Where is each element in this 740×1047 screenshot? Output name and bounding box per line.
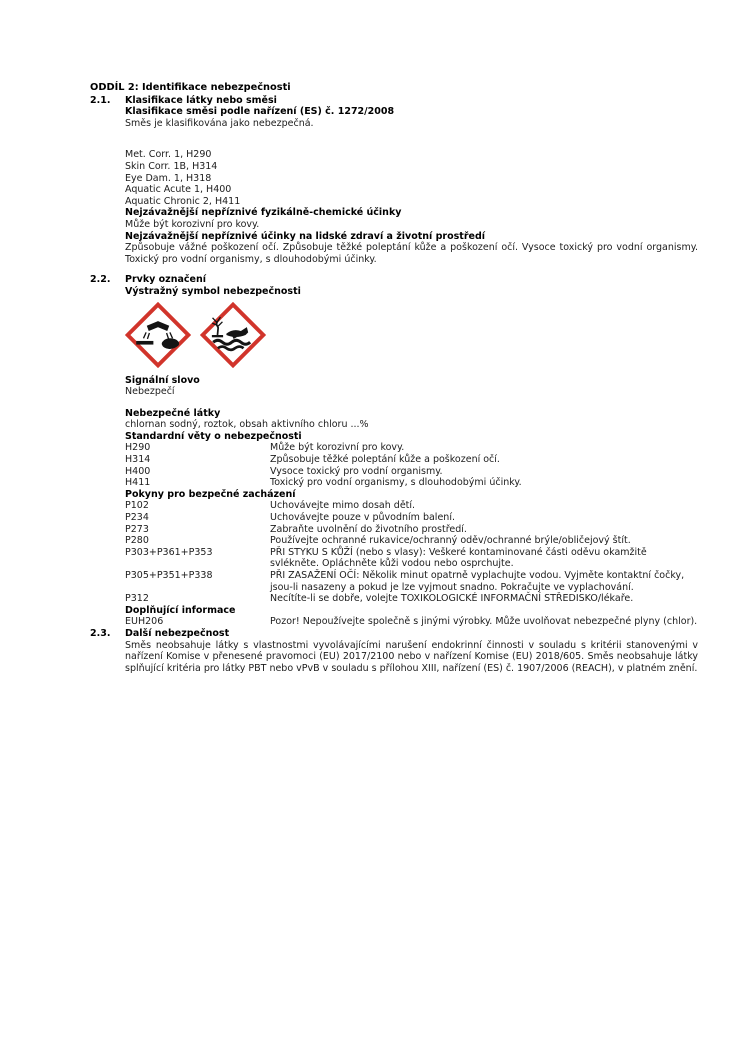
precautionary-code: P102 — [125, 500, 149, 512]
pictogram-heading: Výstražný symbol nebezpečnosti — [125, 285, 301, 297]
precautionary-text: Používejte ochranné rukavice/ochranný oděv/ochranné brýle/obličejový štít. — [270, 535, 631, 547]
subsection-2-2 — [90, 274, 698, 628]
precautionary-row — [125, 512, 698, 524]
classification-item: Aquatic Acute 1, H400 — [125, 184, 232, 196]
dangerous-substances-text: chlornan sodný, roztok, obsah aktivního chloru ...% — [125, 419, 369, 431]
dangerous-substances-heading: Nebezpečné látky — [125, 407, 221, 419]
precautionary-row — [125, 570, 698, 593]
subsection-2-3 — [90, 628, 698, 674]
hazard-statements-heading: Standardní věty o nebezpečnosti — [125, 430, 302, 442]
hazard-statement-row — [125, 454, 698, 466]
precautionary-code: P273 — [125, 523, 149, 535]
section-title: ODDÍL 2: Identifikace nebezpečnosti — [90, 82, 291, 93]
other-hazards-text: Směs neobsahuje látky s vlastnostmi vyvolávajícími narušení endokrinní činnosti v souladu s kritérii stanovenými v nařízení Komise v přenesené pravomoci (EU) 2017/2100 nebo v nařízení Komise (EU) 2018/605. Směs neobsahuje látky splňující kritéria pro látky PBT nebo vPvB v souladu s přílohou XIII, nařízení (ES) č. 1907/2006 (REACH), v platném znění. — [125, 639, 698, 674]
hazard-code: H314 — [125, 454, 151, 466]
precautionary-row — [125, 535, 698, 547]
supplemental-info-heading: Doplňující informace — [125, 604, 236, 616]
hazard-statement-row — [125, 466, 698, 478]
precautionary-text: Necítíte-li se dobře, volejte TOXIKOLOGICKÉ INFORMAČNÍ STŘEDISKO/lékaře. — [270, 593, 634, 605]
subsection-2-2-title: Prvky označení — [125, 274, 206, 286]
precautionary-text: PŘI ZASAŽENÍ OČÍ: Několik minut opatrně vyplachujte vodou. Vyjměte kontaktní čočky, jsou-li nasazeny a pokud je lze vyjmout snadno. Pokračujte ve vyplachování. — [270, 570, 685, 593]
physchem-effects-text: Může být korozivní pro kovy. — [125, 218, 260, 230]
hazard-code: H290 — [125, 442, 151, 454]
subsection-2-1 — [90, 95, 698, 266]
classification-statement: Směs je klasifikována jako nebezpečná. — [125, 117, 314, 129]
precautionary-text: Uchovávejte pouze v původním balení. — [270, 512, 455, 524]
precautionary-code: P280 — [125, 535, 149, 547]
precautionary-row — [125, 593, 698, 605]
signal-word-heading: Signální slovo — [125, 374, 200, 386]
subsection-2-2-number: 2.2. — [90, 274, 111, 286]
precautionary-code: P303+P361+P353 — [125, 546, 213, 558]
classification-item: Eye Dam. 1, H318 — [125, 172, 212, 184]
physchem-effects-heading: Nejzávažnější nepříznivé fyzikálně-chemické účinky — [125, 207, 402, 219]
health-env-effects-text: Způsobuje vážné poškození očí. Způsobuje těžké poleptání kůže a poškození očí. Vysoce toxický pro vodní organismy. Toxický pro vodní organismy, s dlouhodobými účinky. — [125, 242, 698, 265]
precautionary-statements-table — [125, 500, 698, 604]
hazard-statement-row — [125, 477, 698, 489]
hazard-code: H411 — [125, 477, 151, 489]
subsection-2-3-number: 2.3. — [90, 627, 111, 639]
subsection-2-3-title: Další nebezpečnost — [125, 627, 230, 639]
subsection-2-1-number: 2.1. — [90, 94, 111, 106]
precautionary-row — [125, 500, 698, 512]
classification-item: Aquatic Chronic 2, H411 — [125, 195, 241, 207]
hazard-text: Toxický pro vodní organismy, s dlouhodobými účinky. — [270, 477, 522, 489]
precautionary-code: P312 — [125, 593, 149, 605]
hazard-text: Vysoce toxický pro vodní organismy. — [270, 465, 443, 477]
hazard-text: Způsobuje těžké poleptání kůže a poškození očí. — [270, 454, 500, 466]
subsection-2-1-title: Klasifikace látky nebo směsi — [125, 94, 277, 106]
hazard-pictograms — [125, 302, 698, 368]
signal-word: Nebezpečí — [125, 386, 175, 398]
supplemental-row — [125, 616, 698, 628]
hazard-statement-row — [125, 442, 698, 454]
precautionary-statements-heading: Pokyny pro bezpečné zacházení — [125, 488, 296, 500]
precautionary-code: P305+P351+P338 — [125, 570, 213, 581]
hazard-statements-table — [125, 442, 698, 488]
precautionary-text: Zabraňte uvolnění do životního prostředí. — [270, 523, 467, 535]
precautionary-row — [125, 547, 698, 570]
hazard-code: H400 — [125, 465, 151, 477]
precautionary-row — [125, 524, 698, 536]
classification-regulation-heading: Klasifikace směsi podle nařízení (ES) č. 1272/2008 — [125, 106, 395, 118]
classification-item: Met. Corr. 1, H290 — [125, 149, 212, 161]
precautionary-text: Uchovávejte mimo dosah dětí. — [270, 500, 416, 512]
supplemental-text: Pozor! Nepoužívejte společně s jinými výrobky. Může uvolňovat nebezpečné plyny (chlor). — [270, 616, 698, 628]
health-env-effects-heading: Nejzávažnější nepříznivé účinky na lidské zdraví a životní prostředí — [125, 230, 486, 242]
classification-list — [125, 149, 698, 207]
precautionary-text: PŘI STYKU S KŮŽÍ (nebo s vlasy): Veškeré kontaminované části oděvu okamžitě svlékněte. Opláchněte kůži vodou nebo osprchujte. — [270, 546, 647, 570]
hazard-text: Může být korozivní pro kovy. — [270, 442, 405, 454]
ghs05-corrosion-icon — [125, 302, 191, 368]
supplemental-code: EUH206 — [125, 616, 164, 628]
classification-item: Skin Corr. 1B, H314 — [125, 160, 218, 172]
precautionary-code: P234 — [125, 512, 149, 524]
ghs09-environment-icon — [200, 302, 266, 368]
